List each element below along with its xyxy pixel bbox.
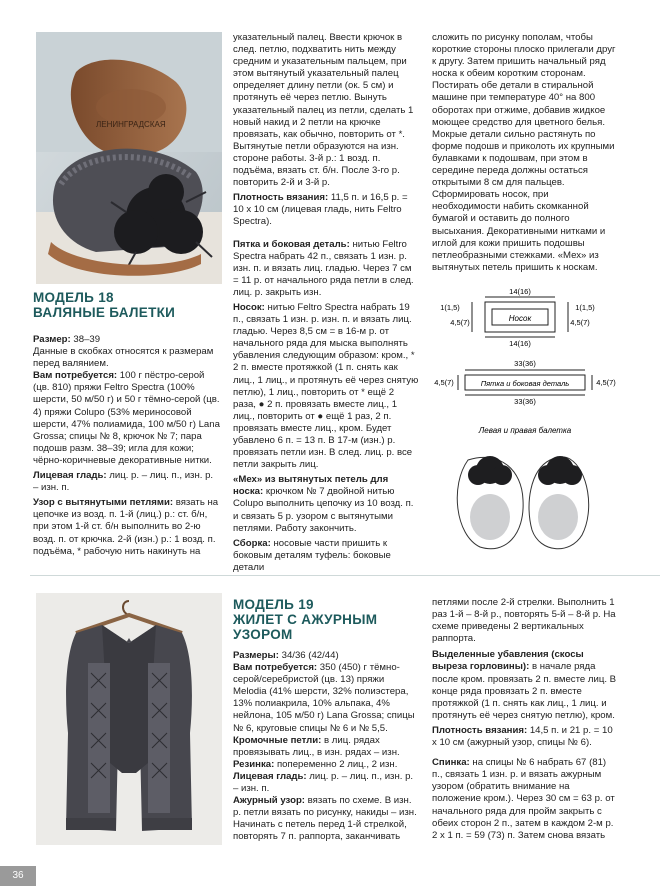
toe-bottom-dim: 14(16): [509, 339, 531, 348]
toe-left-main-dim: 4,5(7): [450, 318, 470, 327]
model18-toe: Носок: нитью Feltro Spectra набрать 19 п., связать 1 изн. р. изн. п. и вязать лиц. гладью. Через 8,5 см = в 16-м р. от начального ряда для мыска выполнять убавления следующим образом: кром., * 2 п. вместе протяжкой (1 п. снять как лиц., 1 лиц., и протянуть её через снятую петлю), 1 лиц., повторить от * ещё 2 раза, ● 2 п. провязать вместе лиц., 1 лиц., повторить от ● ещё 1 раз, 2 п. провязать вместе лиц., кром. Будет убавлено 6 п. = 13 п. В 17-м (изн.) р. провязать петли изн. В след. лиц. р. все петли закрыть лиц.: [233, 301, 419, 471]
heel-bottom-dim: 33(36): [514, 397, 536, 406]
heel-right-dim: 4,5(7): [596, 378, 616, 387]
model19-materials: Вам потребуется: 350 (450) г тёмно-серой/серебристой (цв. 13) пряжи Melodia (41% шерсти, 32% полиэстера, 13% полиакрила, 10% альпака, 4% нейлона, 105 м/50 г) Lana Grossa; спицы № 6, круговые спицы № 6 и № 5,5.: [233, 662, 415, 734]
model19-rib: Резинка: попеременно 2 лиц., 2 изн.: [233, 758, 398, 770]
model19-edge: Кромочные петли: в лиц. рядах провязывать лиц., в изн. рядах – изн.: [233, 734, 400, 758]
model18-loops-pattern: Узор с вытянутыми петлями: вязать на цепочке из возд. п. 1-й (лиц.) р.: ст. б/н, при этом 1-й ст. б/н выполнить во 2-ю возд. п. от крючка. 2-й (изн.) р.: 1 возд. п. подъёма, * рабочую нить накинуть на: [33, 497, 219, 557]
page-number: 36: [0, 866, 36, 886]
model19-decreases: Выделенные убавления (скосы выреза горловины): в начале ряда после кром. провязать 2 п. вместе лиц. В конце ряда провязать 2 п. вместе протяжкой (1 п. снять как лиц., 1 лиц. и протянуть её через снятую петлю), кром.: [432, 649, 617, 721]
svg-text:ЛЕНИНГРАДСКАЯ: ЛЕНИНГРАДСКАЯ: [96, 120, 166, 129]
model18-heel: Пятка и боковая деталь: нитью Feltro Spectra набрать 42 п., связать 1 изн. р. изн. п. и вязать лиц. гладью. Через 7 см = 11 р. от начального ряда петли в след. лиц. р. закрыть изн.: [233, 238, 414, 298]
model18-stockinette: Лицевая гладь: лиц. р. – лиц. п., изн. р. – изн. п.: [33, 470, 214, 494]
toe-label: Носок: [508, 314, 532, 323]
model18-gauge: Плотность вязания: 11,5 п. и 16,5 р. = 10 х 10 см (лицевая гладь, нить Feltro Spectra).: [233, 192, 408, 228]
model19-gauge: Плотность вязания: 14,5 п. и 21 р. = 10 х 10 см (ажурный узор, спицы № 6).: [432, 724, 613, 749]
model18-col1: [33, 290, 221, 558]
model18-size-note: Данные в скобках относятся к размерам перед валянием.: [33, 346, 214, 370]
toe-left-side-dim: 1(1,5): [440, 303, 460, 312]
shoes-caption: Левая и правая балетка: [478, 426, 572, 435]
toe-right-side-dim: 1(1,5): [575, 303, 595, 312]
toe-right-main-dim: 4,5(7): [570, 318, 590, 327]
knitting-schematic: [430, 285, 620, 575]
model18-size: Размер: 38–39: [33, 334, 101, 345]
model19-back: Спинка: на спицы № 6 набрать 67 (81) п., связать 1 изн. р. и вязать ажурным узором (обратить внимание на положение кром.). Через 30 см = 63 р. от начального ряда для пройм закрыть с обеих сторон 2 п., затем в каждом 2-м р. 2 х 1 п. = 59 (73) п. Затем снова вязать: [432, 757, 615, 841]
toe-top-dim: 14(16): [509, 287, 531, 296]
vest-photo: [36, 593, 222, 845]
left-ballerina-drawing: [457, 456, 523, 549]
model19-lace-continued: петлями после 2-й стрелки. Выполнить 1 раз 1-й – 8-й р., повторять 5-й – 8-й р. На схеме приведены 2 вертикальных раппорта.: [432, 597, 616, 645]
heel-top-dim: 33(36): [514, 359, 536, 368]
model19-lace: Ажурный узор: вязать по схеме. В изн. р. петли вязать по рисунку, накиды – изн. Начинать с петель перед 1-й стрелкой, повторять 7 п. раппорта, заканчивать: [233, 795, 417, 843]
model18-assembly: Сборка: носовые части пришить к боковым деталям туфель: боковые детали: [233, 537, 391, 573]
model18-loops-continued: указательный палец. Ввести крючок в след. петлю, подхватить нить между средним и указательным пальцем, при этом вытянутый указательный палец определяет длину петли (ок. 5 см) и протянуть её через петлю. Вынуть указательный палец из петли, сделать 1 новый накид и 2 петли на крючке провязать, как обычно, повторить от *. Вытянутые петли образуются на изн. стороне работы. 3-й р.: 1 возд. п. подъёма, вязать ст. б/н. После 3-го р. повторить 2-й и 3-й р.: [233, 32, 414, 189]
model19-stockinette: Лицевая гладь: лиц. р. – лиц. п., изн. р. – изн. п.: [233, 770, 414, 795]
model18-col2: [233, 32, 419, 574]
model18-materials: Вам потребуется: 100 г пёстро-серой (цв. 810) пряжи Feltro Spectra (100% шерсти, 50 м/50 г) и 50 г тёмно-серой (цв. 4) пряжи Colupo (53% мериносовой шерсти, 47% полиамида, 100 м/50 г) Lana Grossa; спицы № 8, крючок № 7; пара подошв разм. 38–39; игла для кожи; чёрно-коричневые декоративные нитки.: [33, 370, 220, 466]
model19-sizes: Размеры: 34/36 (42/44): [233, 650, 339, 661]
model18-fur: «Мех» из вытянутых петель для носка: крючком № 7 двойной нитью Colupo выполнить цепочку из 10 возд. п. и связать 5 р. узором с вытянутыми петлями. Работу закончить.: [233, 474, 414, 534]
right-ballerina-drawing: [529, 456, 589, 549]
model18-col3: [432, 32, 618, 274]
model18-finishing: сложить по рисунку пополам, чтобы короткие стороны плоско прилегали друг к другу. Затем пришить начальный ряд носка к обеим коротким сторонам. Постирать обе детали в стиральной машине при температуре 40° на 800 оборотах при отжиме, добавив жидкое моющее средство для цветного белья. Мокрые детали сильно растянуть по форме подошв и приколоть их крупными булавками к подошвам, при этом в середине переда должны остаться открытыми 8 см для пальцев. Сформировать носок, при необходимости набить скомканной бумагой и оставить до полного высыхания. Декоративными нитками и иглой для кожи пришить подошвы петлеобразными стежками. «Мех» из вытянутых петель пришить к носкам.: [432, 32, 616, 273]
model19-col3: [432, 597, 618, 842]
section-divider: [30, 575, 660, 576]
model19-col2: [233, 597, 419, 844]
heel-left-dim: 4,5(7): [434, 378, 454, 387]
slipper-photo: [36, 32, 222, 284]
heel-label: Пятка и боковая деталь: [480, 379, 570, 388]
model18-title: МОДЕЛЬ 18 ВАЛЯНЫЕ БАЛЕТКИ: [33, 290, 176, 320]
model19-title: МОДЕЛЬ 19 ЖИЛЕТ С АЖУРНЫМ УЗОРОМ: [233, 597, 378, 642]
